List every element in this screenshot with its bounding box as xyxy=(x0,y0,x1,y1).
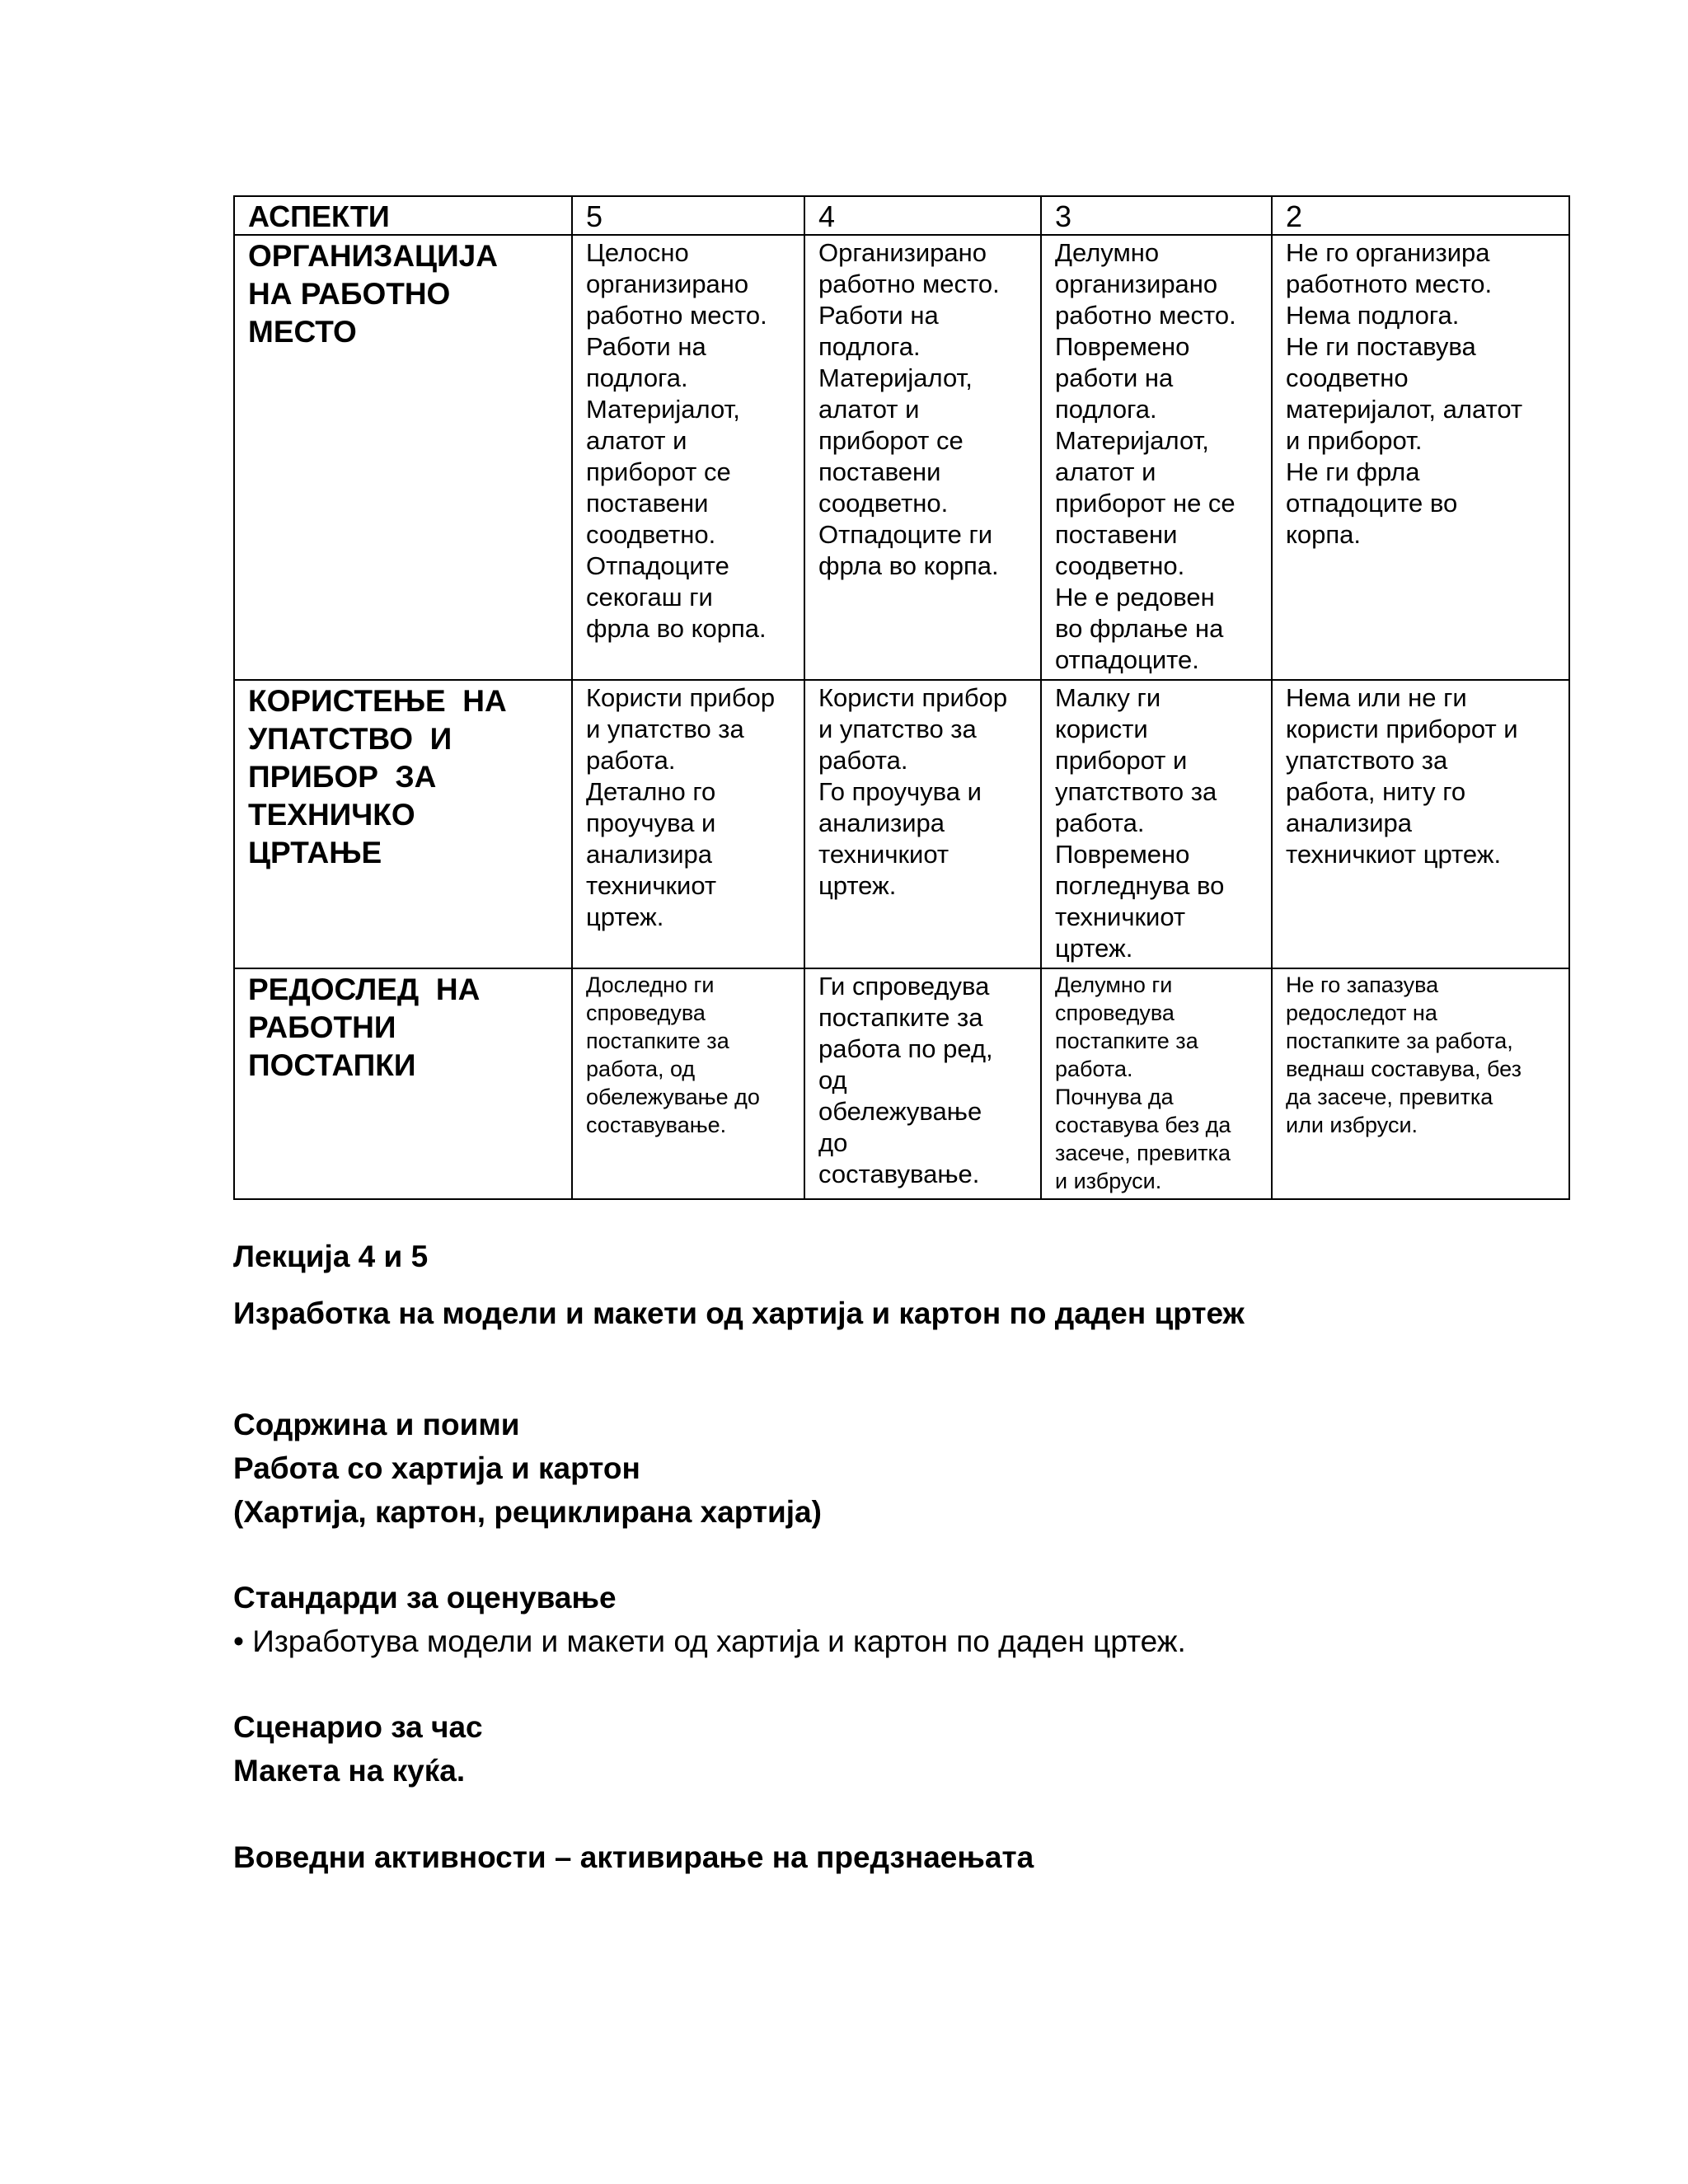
cell-text-line: поставени xyxy=(1055,520,1178,549)
cell-text-line: анализира xyxy=(1286,808,1413,837)
cell-text-line: Отпадоците xyxy=(586,551,729,580)
table-row xyxy=(234,235,1569,680)
cell-text-line: отпадоците во xyxy=(1286,489,1458,518)
cell-text-line: постапките за работа, xyxy=(1286,1029,1513,1053)
rubric-cell xyxy=(1041,968,1272,1199)
cell-text-line: Не ги поставува xyxy=(1286,332,1476,361)
standards-heading: Стандарди за оценување xyxy=(233,1581,617,1615)
content-line-2: (Хартија, картон, рециклирана хартија) xyxy=(233,1495,822,1529)
cell-text-line: и избруси. xyxy=(1055,1169,1162,1193)
cell-text-line: Користи прибор xyxy=(586,683,776,712)
cell-text-line: приборот се xyxy=(586,457,731,486)
cell-text-line: Отпадоците ги xyxy=(818,520,993,549)
cell-text-line: работа. xyxy=(586,746,676,775)
cell-text-line: Детално го xyxy=(586,777,716,806)
cell-text-line: соодветно. xyxy=(586,520,716,549)
cell-text-line: работа. xyxy=(818,746,908,775)
cell-text-line: материјалот, алатот xyxy=(1286,395,1523,424)
cell-text-line: спроведува xyxy=(1055,1001,1175,1025)
header-cell-aspects: АСПЕКТИ xyxy=(234,196,572,235)
cell-text-line: работа по ред, xyxy=(818,1034,993,1063)
cell-text-line: обележување xyxy=(818,1097,982,1126)
table-row xyxy=(234,680,1569,968)
standards-item: • Изработува модели и макети од хартија и картон по даден цртеж. xyxy=(233,1624,1186,1658)
cell-text-line: упатството за xyxy=(1286,746,1448,775)
aspect-cell xyxy=(234,680,572,968)
cell-text-line: ПОСТАПКИ xyxy=(248,1048,416,1082)
rubric-cell xyxy=(1041,680,1272,968)
cell-text-line: Го проучува и xyxy=(818,777,982,806)
cell-text-line: РЕДОСЛЕД НА xyxy=(248,972,481,1006)
cell-text-line: поставени xyxy=(818,457,941,486)
cell-text-line: Целосно xyxy=(586,238,689,267)
cell-text-line: отпадоците. xyxy=(1055,645,1199,674)
cell-text-line: Не е редовен xyxy=(1055,583,1215,612)
cell-text-line: корпа. xyxy=(1286,520,1362,549)
cell-text-line: Работи на xyxy=(586,332,706,361)
rubric-cell xyxy=(572,235,804,680)
cell-text-line: подлога. xyxy=(818,332,921,361)
cell-text-line: Не ги фрла xyxy=(1286,457,1420,486)
cell-text-line: да засече, превитка xyxy=(1286,1085,1493,1109)
rubric-cell xyxy=(804,968,1041,1199)
cell-text-line: соодветно. xyxy=(818,489,949,518)
rubric-cell xyxy=(1272,235,1569,680)
content-line-1: Работа со хартија и картон xyxy=(233,1451,640,1485)
cell-text-line: работно место. xyxy=(586,301,767,330)
cell-text-line: работи на xyxy=(1055,363,1174,392)
cell-text-line: користи xyxy=(1055,715,1148,743)
cell-text-line: Нема или не ги xyxy=(1286,683,1467,712)
cell-text-line: организирано xyxy=(1055,269,1218,298)
cell-text-line: приборот и xyxy=(1055,746,1188,775)
table-row xyxy=(234,968,1569,1199)
intro-heading: Воведни активности – активирање на предзнаењата xyxy=(233,1840,1034,1874)
cell-text-line: редоследот на xyxy=(1286,1001,1437,1025)
scenario-subheading: Макета на куќа. xyxy=(233,1754,466,1788)
cell-text-line: Материјалот, xyxy=(586,395,740,424)
cell-text-line: приборот се xyxy=(818,426,964,455)
rubric-cell xyxy=(1272,680,1569,968)
cell-text-line: УПАТСТВО И xyxy=(248,722,452,756)
header-cell-grade-3: 3 xyxy=(1041,196,1272,235)
cell-text-line: МЕСТО xyxy=(248,315,357,349)
cell-text-line: приборот не се xyxy=(1055,489,1236,518)
cell-text-line: во фрлање на xyxy=(1055,614,1224,643)
cell-text-line: и приборот. xyxy=(1286,426,1423,455)
header-cell-grade-5: 5 xyxy=(572,196,804,235)
cell-text-line: постапките за xyxy=(818,1003,983,1032)
cell-text-line: Организирано xyxy=(818,238,987,267)
cell-text-line: проучува и xyxy=(586,808,716,837)
cell-text-line: работа. xyxy=(1055,1057,1133,1081)
cell-text-line: секогаш ги xyxy=(586,583,713,612)
cell-text-line: фрла во корпа. xyxy=(586,614,767,643)
cell-text-line: ОРГАНИЗАЦИЈА xyxy=(248,239,498,273)
rubric-cell xyxy=(572,680,804,968)
cell-text-line: Користи прибор xyxy=(818,683,1008,712)
cell-text-line: составување. xyxy=(586,1113,727,1137)
cell-text-line: подлога. xyxy=(586,363,688,392)
cell-text-line: постапките за xyxy=(586,1029,729,1053)
rubric-cell xyxy=(1041,235,1272,680)
cell-text-line: Нема подлога. xyxy=(1286,301,1460,330)
cell-text-line: постапките за xyxy=(1055,1029,1198,1053)
rubric-cell xyxy=(572,968,804,1199)
cell-text-line: Материјалот, xyxy=(818,363,973,392)
scenario-heading: Сценарио за час xyxy=(233,1710,483,1744)
cell-text-line: работа, од xyxy=(586,1057,696,1081)
cell-text-line: Делумно xyxy=(1055,238,1160,267)
cell-text-line: фрла во корпа. xyxy=(818,551,999,580)
cell-text-line: Доследно ги xyxy=(586,972,715,997)
rubric-cell xyxy=(804,235,1041,680)
cell-text-line: НА РАБОТНО xyxy=(248,277,451,311)
cell-text-line: Делумно ги xyxy=(1055,972,1173,997)
rubric-cell xyxy=(1272,968,1569,1199)
cell-text-line: цртеж. xyxy=(586,902,664,931)
cell-text-line: упатството за xyxy=(1055,777,1217,806)
cell-text-line: и упатство за xyxy=(586,715,744,743)
cell-text-line: работно место. xyxy=(1055,301,1236,330)
rubric-cell xyxy=(804,680,1041,968)
cell-text-line: работа. xyxy=(1055,808,1145,837)
cell-text-line: погледнува во xyxy=(1055,871,1225,900)
header-cell-grade-4: 4 xyxy=(804,196,1041,235)
cell-text-line: Повремено xyxy=(1055,332,1190,361)
cell-text-line: ТЕХНИЧКО xyxy=(248,798,415,832)
content-heading: Содржина и поими xyxy=(233,1408,520,1441)
cell-text-line: РАБОТНИ xyxy=(248,1010,396,1044)
cell-text-line: соодветно xyxy=(1286,363,1409,392)
assessment-rubric-table xyxy=(233,195,1570,1200)
cell-text-line: работно место. xyxy=(818,269,1000,298)
cell-text-line: алатот и xyxy=(818,395,920,424)
cell-text-line: цртеж. xyxy=(1055,934,1133,963)
cell-text-line: Почнува да xyxy=(1055,1085,1174,1109)
cell-text-line: Повремено xyxy=(1055,840,1190,869)
cell-text-line: техничкиот xyxy=(1055,902,1186,931)
cell-text-line: техничкиот цртеж. xyxy=(1286,840,1502,869)
lesson-title: Изработка на модели и макети од хартија и картон по даден цртеж xyxy=(233,1296,1245,1330)
cell-text-line: Не го запазува xyxy=(1286,972,1439,997)
cell-text-line: спроведува xyxy=(586,1001,706,1025)
cell-text-line: составува без да xyxy=(1055,1113,1231,1137)
cell-text-line: Не го организира xyxy=(1286,238,1490,267)
cell-text-line: Малку ги xyxy=(1055,683,1161,712)
cell-text-line: анализира xyxy=(586,840,713,869)
cell-text-line: анализира xyxy=(818,808,945,837)
cell-text-line: техничкиот xyxy=(818,840,950,869)
cell-text-line: ЦРТАЊЕ xyxy=(248,836,382,869)
cell-text-line: поставени xyxy=(586,489,709,518)
cell-text-line: КОРИСТЕЊЕ НА xyxy=(248,684,507,718)
aspect-cell xyxy=(234,968,572,1199)
cell-text-line: Работи на xyxy=(818,301,939,330)
cell-text-line: соодветно. xyxy=(1055,551,1185,580)
table-header-row xyxy=(234,196,1569,235)
cell-text-line: алатот и xyxy=(1055,457,1156,486)
cell-text-line: подлога. xyxy=(1055,395,1157,424)
cell-text-line: алатот и xyxy=(586,426,687,455)
cell-text-line: цртеж. xyxy=(818,871,897,900)
cell-text-line: обележување до xyxy=(586,1085,760,1109)
cell-text-line: Ги спроведува xyxy=(818,972,990,1001)
cell-text-line: работа, ниту го xyxy=(1286,777,1466,806)
cell-text-line: техничкиот xyxy=(586,871,717,900)
header-cell-grade-2: 2 xyxy=(1272,196,1569,235)
cell-text-line: од xyxy=(818,1066,847,1094)
cell-text-line: составување. xyxy=(818,1160,980,1188)
cell-text-line: засече, превитка xyxy=(1055,1141,1231,1165)
aspect-cell xyxy=(234,235,572,680)
cell-text-line: користи приборот и xyxy=(1286,715,1518,743)
cell-text-line: и упатство за xyxy=(818,715,977,743)
cell-text-line: Материјалот, xyxy=(1055,426,1209,455)
cell-text-line: организирано xyxy=(586,269,749,298)
cell-text-line: ПРИБОР ЗА xyxy=(248,760,437,794)
lesson-number: Лекција 4 и 5 xyxy=(233,1240,429,1273)
cell-text-line: работното место. xyxy=(1286,269,1493,298)
cell-text-line: веднаш составува, без xyxy=(1286,1057,1522,1081)
cell-text-line: до xyxy=(818,1128,848,1157)
cell-text-line: или избруси. xyxy=(1286,1113,1418,1137)
